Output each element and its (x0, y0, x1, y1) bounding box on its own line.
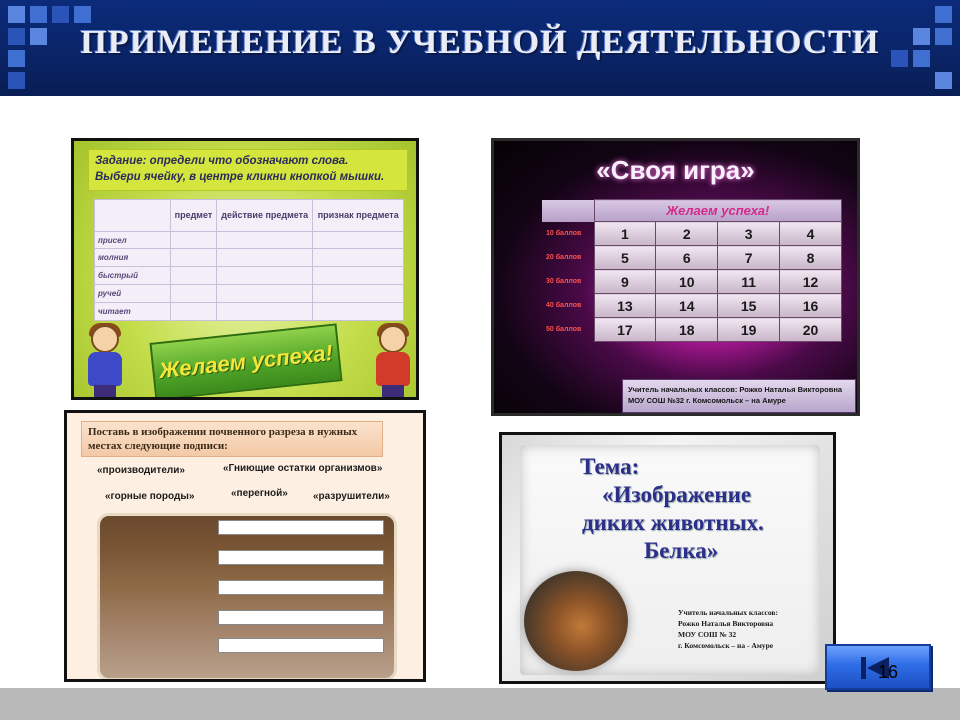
question-cell[interactable]: 13 (594, 294, 656, 318)
decor-square (52, 6, 69, 23)
question-cell[interactable]: 1 (594, 222, 656, 246)
head-shape (91, 325, 119, 353)
drag-label[interactable]: «производители» (97, 465, 185, 476)
task-line: местах следующие подписи: (88, 440, 228, 452)
word-table (94, 199, 404, 321)
question-cell[interactable]: 17 (594, 318, 656, 342)
table-cell[interactable] (313, 249, 404, 267)
decor-square (935, 72, 952, 89)
table-cell[interactable] (313, 231, 404, 249)
slide-thumb-theme-squirrel[interactable] (499, 432, 836, 684)
decor-square (8, 72, 25, 89)
label-drop-box[interactable] (218, 610, 384, 625)
table-cell[interactable] (216, 249, 313, 267)
table-cell[interactable] (216, 267, 313, 285)
row-word: ручей (95, 285, 171, 303)
game-board (542, 199, 842, 342)
footer-strip (0, 688, 960, 720)
theme-heading: диких животных. (582, 510, 764, 535)
teacher-credit (622, 379, 856, 413)
task-text (88, 149, 408, 191)
game-title: «Своя игра» (596, 155, 755, 185)
decor-square (74, 6, 91, 23)
points-label: 30 баллов (546, 278, 582, 285)
column-header: действие предмета (216, 200, 313, 232)
row-word: быстрый (95, 267, 171, 285)
task-line: Выбери ячейку, в центре кликни кнопкой мышки. (95, 171, 385, 183)
table-cell[interactable] (171, 231, 217, 249)
points-label: 50 баллов (546, 326, 582, 333)
page-title: ПРИМЕНЕНИЕ В УЧЕБНОЙ ДЕЯТЕЛЬНОСТИ (80, 24, 880, 61)
table-cell[interactable] (216, 285, 313, 303)
header-band (0, 0, 960, 96)
table-cell[interactable] (171, 303, 217, 321)
decor-square (8, 6, 25, 23)
slide-thumb-soil-profile[interactable] (64, 410, 426, 682)
column-header: предмет (171, 200, 217, 232)
label-drop-box[interactable] (218, 520, 384, 535)
task-text (81, 421, 383, 457)
table-cell[interactable] (171, 249, 217, 267)
drag-label[interactable]: «перегной» (231, 488, 288, 499)
question-cell[interactable]: 8 (780, 246, 842, 270)
credit-line: Учитель начальных классов: (678, 608, 778, 617)
theme-heading: Белка» (644, 538, 719, 563)
table-cell[interactable] (216, 231, 313, 249)
legs-shape (94, 385, 116, 399)
credit-line: Рожко Наталья Викторовна (678, 619, 774, 628)
label-drop-box[interactable] (218, 638, 384, 653)
table-cell[interactable] (216, 303, 313, 321)
question-cell[interactable]: 11 (718, 270, 780, 294)
body-shape (88, 352, 122, 386)
label-drop-box[interactable] (218, 580, 384, 595)
body-shape (376, 352, 410, 386)
question-cell[interactable]: 2 (656, 222, 718, 246)
drag-label[interactable]: «Гниющие остатки организмов» (223, 463, 383, 474)
row-word: читает (95, 303, 171, 321)
teacher-credit (678, 607, 778, 651)
column-header: признак предмета (313, 200, 404, 232)
table-cell[interactable] (313, 267, 404, 285)
question-cell[interactable]: 9 (594, 270, 656, 294)
question-cell[interactable]: 18 (656, 318, 718, 342)
drag-label[interactable]: «разрушители» (313, 491, 390, 502)
table-cell[interactable] (171, 285, 217, 303)
question-cell[interactable]: 14 (656, 294, 718, 318)
girl-illustration (82, 325, 128, 399)
credit-line: Учитель начальных классов: Рожко Наталья Викторовна (628, 385, 843, 394)
row-word: молния (95, 249, 171, 267)
decor-square (935, 6, 952, 23)
board-corner (542, 200, 594, 222)
question-cell[interactable]: 4 (780, 222, 842, 246)
row-word: присел (95, 231, 171, 249)
question-cell[interactable]: 16 (780, 294, 842, 318)
question-cell[interactable]: 10 (656, 270, 718, 294)
slide-number: 16 (878, 662, 899, 682)
success-banner: Желаем успеха! (149, 323, 342, 400)
credit-line: МОУ СОШ № 32 (678, 630, 737, 639)
task-line: Задание: определи что обозначают слова. (95, 155, 349, 167)
squirrel-image (524, 571, 628, 671)
points-label: 40 баллов (546, 302, 582, 309)
question-cell[interactable]: 19 (718, 318, 780, 342)
slide-thumb-quiz-game[interactable] (491, 138, 860, 416)
decor-square (30, 6, 47, 23)
skip-back-icon (861, 657, 866, 679)
slide-thumb-task-table[interactable] (71, 138, 419, 400)
table-corner (95, 200, 171, 232)
board-header: Желаем успеха! (594, 200, 842, 222)
credit-line: МОУ СОШ №32 г. Комсомольск – на Амуре (628, 396, 786, 405)
boy-illustration (370, 325, 416, 399)
table-cell[interactable] (171, 267, 217, 285)
soil-image (97, 513, 397, 681)
table-cell[interactable] (313, 303, 404, 321)
question-cell[interactable]: 7 (718, 246, 780, 270)
credit-line: г. Комсомольск – на - Амуре (678, 641, 774, 650)
question-cell[interactable]: 6 (656, 246, 718, 270)
points-label: 20 баллов (546, 254, 582, 261)
label-drop-box[interactable] (218, 550, 384, 565)
legs-shape (382, 385, 404, 399)
question-cell[interactable]: 3 (718, 222, 780, 246)
points-label: 10 баллов (546, 230, 582, 237)
question-cell[interactable]: 5 (594, 246, 656, 270)
theme-heading: «Изображение (602, 482, 752, 507)
head-shape (379, 325, 407, 353)
table-cell[interactable] (313, 285, 404, 303)
question-cell[interactable]: 20 (780, 318, 842, 342)
question-cell[interactable]: 15 (718, 294, 780, 318)
theme-heading: Тема: (580, 454, 640, 479)
question-cell[interactable]: 12 (780, 270, 842, 294)
drag-label[interactable]: «горные породы» (105, 491, 195, 502)
task-line: Поставь в изображении почвенного разреза в нужных (88, 426, 358, 438)
